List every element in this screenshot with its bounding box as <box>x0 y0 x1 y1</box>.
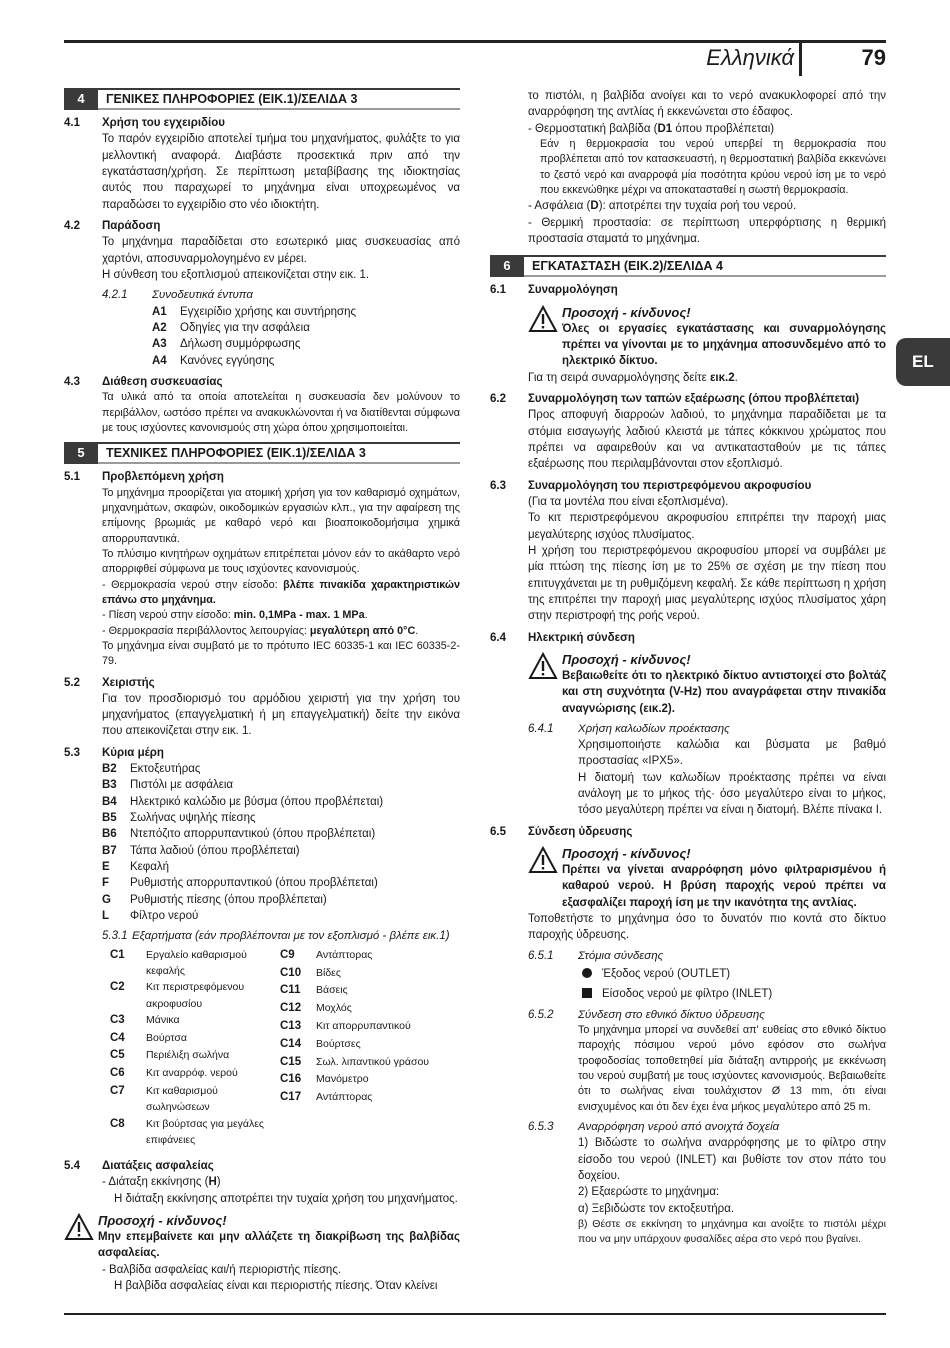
bullet-label-end: ): αποτρέπει την τυχαία ροή του νερού. <box>598 200 797 213</box>
bullet-value: βλέπε πινακίδα χαρακτηριστικών επάνω στο μηχάνημα. <box>102 578 460 606</box>
list-item <box>280 1089 450 1107</box>
subsection-number: 6.1 <box>490 284 506 297</box>
subsection-title: Χρήση καλωδίων προέκτασης <box>578 722 730 735</box>
subsection-number: 6.4 <box>490 631 506 644</box>
list-item <box>280 965 450 983</box>
item-text: Δήλωση συμμόρφωσης <box>180 338 301 351</box>
subsection-title: Παράδοση <box>102 219 161 232</box>
subsection-4-3 <box>64 374 460 390</box>
section-6-header <box>490 255 886 277</box>
subsection-title: Συναρμολόγηση του περιστρεφόμενου ακροφυσίου <box>528 479 812 492</box>
list-item <box>102 777 460 793</box>
section-title: ΕΓΚΑΤΑΣΤΑΣΗ (ΕΙΚ.2)/ΣΕΛΙΔΑ 4 <box>524 255 886 277</box>
step-item: 1) Βιδώστε το σωλήνα αναρρόφησης με το φίλτρο στην είσοδο του νερού (INLET) και βυθίστε τον στον πάτο του δοχείου. <box>578 1137 886 1183</box>
list-item <box>110 1030 280 1048</box>
item-code: C4 <box>110 1031 125 1044</box>
parts-list <box>64 761 460 924</box>
item-code: B3 <box>102 779 117 792</box>
list-item <box>102 810 460 826</box>
list-item <box>102 908 460 924</box>
accessories-table <box>64 947 460 1148</box>
right-column <box>490 88 886 1247</box>
warning-title: Προσοχή - κίνδυνος! <box>98 1213 227 1229</box>
paragraph <box>490 370 886 386</box>
list-item <box>102 875 460 891</box>
paragraph: Η σύνθεση του εξοπλισμού απεικονίζεται στην εικ. 1. <box>102 268 370 281</box>
warning-block <box>490 652 886 717</box>
bullet-value: μεγαλύτερη από 0°C <box>309 624 416 637</box>
item-code: C1 <box>110 948 125 961</box>
subsection-title: Ηλεκτρική σύνδεση <box>528 631 635 644</box>
warning-icon <box>64 1213 94 1241</box>
list-item <box>280 1054 450 1072</box>
item-text: Φίλτρο νερού <box>130 910 199 923</box>
bullet-label: Θερμοκρασία νερού στην είσοδο: <box>111 578 284 591</box>
item-text: Εκτοξευτήρας <box>130 763 201 776</box>
subsection-number: 5.4 <box>64 1160 80 1173</box>
bullet-label: Πίεση νερού στην είσοδο: <box>108 609 234 622</box>
subsection-number: 6.5 <box>490 825 506 838</box>
paragraph: Για τον προσδιορισμό του αρμόδιου χειριστή για την χρήση του μηχανήματος (επαγγελματική ή μη επαγγελματική) δείτε την εικόνα που απεικονίζεται στην εικ. 1. <box>102 692 460 738</box>
item-code: B7 <box>102 844 117 857</box>
outlet-label: Έξοδος νερού (OUTLET) <box>602 968 731 981</box>
warning-icon <box>528 846 558 874</box>
subsection-title: Χειριστής <box>102 676 155 689</box>
section-number: 4 <box>64 88 98 110</box>
subsection-5-3 <box>64 745 460 761</box>
item-text: Μανόμετρο <box>316 1073 369 1086</box>
bullet-value: min. 0,1MPa - max. 1 MPa <box>233 609 365 622</box>
bullet-item: - Θερμική προστασία: σε περίπτωση υπερφόρτισης η θερμική προστασία σταματά το μηχάνημα. <box>528 216 886 245</box>
section-4-header <box>64 88 460 110</box>
list-item <box>102 892 460 908</box>
paragraph: Εάν η θερμοκρασία του νερού υπερβεί τη θερμοκρασία που προβλέπεται από τον κατασκευαστή, η θερμοστατική βαλβίδα εκκενώνει το ζεστό νερό και αναρροφά μία ποσότητα κρύου νερού ίση με το νερό που εκκενώθηκε μέχρι να αποκατασταθεί η σωστή θερμοκρασία. <box>540 137 886 196</box>
warning-text: Πρέπει να γίνεται αναρρόφηση μόνο φιλτραρισμένου ή καθαρού νερού. Η βρύση παροχής νερού πρέπει να εξασφαλίζει παροχή ίση με την ικανότητα της αντλίας. <box>562 864 886 909</box>
bullet-label: Διάταξη εκκίνησης ( <box>108 1176 209 1189</box>
subsection-6-4-1 <box>490 721 886 737</box>
item-text: Τάπα λαδιού (όπου προβλέπεται) <box>130 844 300 857</box>
language-title: Ελληνικά <box>706 45 794 70</box>
item-code: B2 <box>102 763 117 776</box>
subsection-4-2 <box>64 218 460 234</box>
paragraph: Η χρήση του περιστρεφόμενου ακροφυσίου μπορεί να συμβάλει με μία πτώση της πίεσης ίση με το 25% σε σχέση με την πίεση που επιτυγχάνεται με τη ρυθμιζόμενη κεφαλή. Σε κάθε περίπτωση η χρήση της επιτρέπει την παροχή μιας μεγαλύτερης ισχύος πλυσίματος χάρη στην περιστροφή της ροής νερού. <box>528 544 886 623</box>
list-item <box>110 979 280 1012</box>
item-text: Μοχλός <box>316 1002 352 1015</box>
subsection-title: Σύνδεση ύδρευσης <box>528 825 633 838</box>
item-text: Βάσεις <box>316 984 348 997</box>
subsection-title: Αναρρόφηση νερού από ανοιχτά δοχεία <box>578 1121 780 1134</box>
warning-icon <box>528 652 558 680</box>
subsection-number: 5.3 <box>64 746 80 759</box>
bullet-code: H <box>208 1176 217 1189</box>
section-number: 5 <box>64 442 98 464</box>
subsection-number: 6.2 <box>490 392 506 405</box>
item-text: Κιτ καθαρισμού σωληνώσεων <box>146 1085 218 1114</box>
paragraph-text: Για τη σειρά συναρμολόγησης δείτε <box>528 371 710 384</box>
item-text: Οδηγίες για την ασφάλεια <box>180 321 310 334</box>
item-code: B6 <box>102 828 117 841</box>
paragraph: Το πλύσιμο κινητήρων οχημάτων επιτρέπεται μόνον εάν το ακάθαρτο νερό απορριφθεί σύμφωνα με τους ισχύοντες κανονισμούς. <box>102 547 460 576</box>
list-item <box>110 947 280 980</box>
list-item <box>152 353 460 369</box>
left-column <box>64 88 460 1294</box>
paragraph-bold: εικ.2 <box>709 371 735 384</box>
subsection-number: 6.4.1 <box>528 722 554 735</box>
subsection-6-3 <box>490 478 886 494</box>
item-code: B5 <box>102 812 117 825</box>
item-text: Αντάπτορας <box>316 1091 373 1104</box>
paragraph: Χρησιμοποιήστε καλώδια και βύσματα με βαθμό προστασίας «IPX5». <box>578 739 886 768</box>
list-item <box>102 843 460 859</box>
item-code: F <box>102 877 110 890</box>
item-text: Βούρτσα <box>146 1031 187 1044</box>
list-item <box>110 1065 280 1083</box>
subsection-title: Προβλεπόμενη χρήση <box>102 471 224 484</box>
item-code: C12 <box>280 1002 302 1015</box>
item-text: Κεφαλή <box>130 861 170 874</box>
item-text: Ντεπόζιτο απορρυπαντικού (όπου προβλέπεται) <box>130 828 376 841</box>
documents-list <box>64 304 460 369</box>
warning-title: Προσοχή - κίνδυνος! <box>562 651 691 667</box>
list-item <box>102 794 460 810</box>
item-code: G <box>102 893 111 906</box>
circle-symbol-icon <box>582 968 592 978</box>
item-code: C16 <box>280 1073 302 1086</box>
item-text: Σωλήνας υψηλής πίεσης <box>130 812 256 825</box>
subsection-number: 6.5.2 <box>528 1008 554 1021</box>
step-item: β) Θέστε σε εκκίνηση το μηχάνημα και ανοίξτε το πιστόλι μέχρι που να μην υπάρχουν φυσαλίδες αέρα στο νερό που βγαίνει. <box>578 1218 886 1245</box>
item-text: Βίδες <box>316 966 341 979</box>
subsection-number: 4.3 <box>64 375 80 388</box>
list-item <box>110 1116 280 1149</box>
list-item <box>110 1083 280 1116</box>
paragraph: Τα υλικά από τα οποία αποτελείται η συσκευασία δεν μολύνουν το περιβάλλον, ωστόσο πρέπει να ανακυκλώνονται ή να διατίθενται σύμφωνα με τους ισχύοντες κανονισμούς στη χώρα όπου χρησιμοποιείται. <box>102 391 460 434</box>
paragraph: Η διατομή των καλωδίων προέκτασης πρέπει να είναι ανάλογη με το μήκος τής· όσο μεγαλύτερο είναι το μήκος, τόσο μεγαλύτερη πρέπει να είναι η διατομή. Βλέπε πίνακα I. <box>578 771 886 817</box>
subsection-title: Συναρμολόγηση <box>528 284 618 297</box>
subsection-6-5-3 <box>490 1119 886 1135</box>
subsection-6-4 <box>490 630 886 646</box>
list-item <box>152 320 460 336</box>
subsection-number: 4.1 <box>64 117 80 129</box>
item-text: Εργαλείο καθαρισμού κεφαλής <box>146 948 247 978</box>
paragraph: (Για τα μοντέλα που είναι εξοπλισμένα). <box>528 495 729 508</box>
item-text: Κιτ περιστρεφόμενου ακροφυσίου <box>146 981 245 1010</box>
subsection-6-1 <box>490 282 886 298</box>
warning-title: Προσοχή - κίνδυνος! <box>562 304 691 320</box>
item-code: C2 <box>110 981 125 994</box>
subsection-6-5-1 <box>490 948 886 964</box>
subsection-number: 6.3 <box>490 479 506 492</box>
list-item <box>280 982 450 1000</box>
bullet-item: - Πίεση νερού στην είσοδο: min. 0,1MPa - max. 1 MPa. <box>102 609 368 622</box>
item-code: C14 <box>280 1037 302 1050</box>
warning-title: Προσοχή - κίνδυνος! <box>562 846 691 862</box>
paragraph: Η βαλβίδα ασφαλείας είναι και περιοριστής πίεσης. Όταν κλείνει <box>114 1280 438 1293</box>
item-text: Κανόνες εγγύησης <box>180 354 275 367</box>
warning-text: Όλες οι εργασίες εγκατάστασης και συναρμολόγησης πρέπει να γίνονται με το μηχάνημα αποσυνδεμένο από το ηλεκτρικό δίκτυο. <box>562 322 886 368</box>
list-item <box>102 761 460 777</box>
list-item <box>280 947 450 965</box>
subsection-5-1 <box>64 469 460 485</box>
subsection-5-2 <box>64 675 460 691</box>
title-divider <box>799 42 802 76</box>
subsection-number: 5.3.1 <box>102 930 128 943</box>
subsection-4-1 <box>64 115 460 131</box>
language-tab: EL <box>896 338 950 386</box>
item-code: C13 <box>280 1020 302 1032</box>
subsection-title: Κύρια μέρη <box>102 746 164 759</box>
warning-block <box>64 1213 460 1262</box>
warning-block <box>490 305 886 370</box>
subsection-6-5-2 <box>490 1007 886 1023</box>
subsection-title: Συναρμολόγηση των ταπών εξαέρωσης (όπου προβλέπεται) <box>528 392 860 405</box>
step-item: α) Ξεβιδώστε τον εκτοξευτήρα. <box>578 1202 735 1215</box>
subsection-5-3-1 <box>64 928 460 944</box>
item-text: Κιτ βούρτσας για μεγάλες επιφάνειες <box>146 1117 264 1146</box>
square-symbol-icon <box>582 988 592 998</box>
subsection-number: 5.1 <box>64 471 80 484</box>
item-code: C10 <box>280 966 302 979</box>
bullet-item: - Θερμοκρασία περιβάλλοντος λειτουργίας: μεγαλύτερη από 0°C. <box>102 624 419 637</box>
paragraph: Το μηχάνημα είναι συμβατό με το πρότυπο IEC 60335-1 και IEC 60335-2-79. <box>102 639 460 668</box>
bottom-rule <box>64 1313 886 1315</box>
list-item <box>280 1018 450 1036</box>
bullet-code: D1 <box>657 122 673 135</box>
bullet-label: Θερμοστατική βαλβίδα ( <box>535 122 658 135</box>
item-code: C9 <box>280 948 295 961</box>
subsection-4-2-1 <box>64 287 460 303</box>
item-code: C11 <box>280 984 301 997</box>
subsection-number: 6.5.1 <box>528 949 554 962</box>
item-text: Βούρτσες <box>316 1037 361 1050</box>
item-text: Αντάπτορας <box>316 948 373 961</box>
paragraph: Το μηχάνημα παραδίδεται στο εσωτερικό μιας συσκευασίας από χαρτόνι, αποσυναρμολογημένο εν μέρει. <box>102 236 460 265</box>
item-code: A1 <box>152 305 167 318</box>
item-text: Ρυθμιστής πίεσης (όπου προβλέπεται) <box>130 893 327 906</box>
section-title: ΤΕΧΝΙΚΕΣ ΠΛΗΡΟΦΟΡΙΕΣ (ΕΙΚ.1)/ΣΕΛΙΔΑ 3 <box>98 442 460 464</box>
bullet-item: - Διάταξη εκκίνησης (H) <box>102 1176 221 1189</box>
paragraph: το πιστόλι, η βαλβίδα ανοίγει και το νερό ανακυκλοφορεί από την αναρρόφηση της αντλίας ή εκκενώνεται στο έδαφος. <box>528 90 886 119</box>
item-text: Κιτ απορρυπαντικού <box>316 1020 411 1032</box>
bullet-item: - Βαλβίδα ασφαλείας και/ή περιοριστής πίεσης. <box>102 1263 342 1276</box>
section-title: ΓΕΝΙΚΕΣ ΠΛΗΡΟΦΟΡΙΕΣ (ΕΙΚ.1)/ΣΕΛΙΔΑ 3 <box>98 88 460 110</box>
item-text: Περιέλιξη σωλήνα <box>146 1049 230 1062</box>
subsection-number: 6.5.3 <box>528 1121 554 1134</box>
item-code: C15 <box>280 1055 302 1068</box>
subsection-6-2 <box>490 391 886 407</box>
section-number: 6 <box>490 255 524 277</box>
bullet-item: - Θερμοστατική βαλβίδα (D1 όπου προβλέπεται) <box>528 122 775 135</box>
bullet-label-end: όπου προβλέπεται) <box>672 122 775 135</box>
bullet-item: - Ασφάλεια (D): αποτρέπει την τυχαία ροή του νερού. <box>528 200 797 213</box>
subsection-title: Διατάξεις ασφαλείας <box>102 1160 214 1173</box>
subsection-6-5 <box>490 824 886 840</box>
bullet-label: Βαλβίδα ασφαλείας και/ή περιοριστής πίεσης. <box>109 1263 342 1276</box>
bullet-label: Θερμική προστασία: σε περίπτωση υπερφόρτισης η θερμική προστασία σταματά το μηχάνημα. <box>528 216 886 245</box>
inlet-label: Είσοδος νερού με φίλτρο (INLET) <box>602 988 773 1001</box>
item-code: A3 <box>152 338 167 351</box>
subsection-title: Χρήση του εγχειριδίου <box>102 117 225 129</box>
item-code: C6 <box>110 1067 125 1080</box>
item-code: C3 <box>110 1013 125 1026</box>
item-code: E <box>102 861 110 874</box>
item-text: Σωλ. λιπαντικού γράσου <box>316 1055 430 1068</box>
item-code: A2 <box>152 321 167 334</box>
item-text: Πιστόλι με ασφάλεια <box>130 779 234 792</box>
paragraph: Η διάταξη εκκίνησης αποτρέπει την τυχαία χρήση του μηχανήματος. <box>114 1192 458 1205</box>
item-code: L <box>102 910 110 923</box>
item-code: A4 <box>152 354 167 367</box>
item-text: Μάνικα <box>146 1013 180 1026</box>
item-code: C5 <box>110 1049 125 1062</box>
warning-icon <box>528 305 558 333</box>
bullet-item: - Θερμοκρασία νερού στην είσοδο: βλέπε πινακίδα χαρακτηριστικών επάνω στο μηχάνημα. <box>102 578 460 606</box>
subsection-number: 4.2 <box>64 219 80 232</box>
paragraph-end: . <box>734 371 738 384</box>
paragraph: Το παρόν εγχειρίδιο αποτελεί τμήμα του μηχανήματος, φυλάξτε το για μελλοντική αναφορά. Διαβάστε προσεκτικά πριν από την εγκατάσταση/χρήση. Σε περίπτωση μεταβίβασης της ιδιοκτησίας αυτός που παραχωρεί το μηχάνημα είναι υποχρεωμένος να παραδώσει το εγχειρίδιο στο νέο ιδιοκτήτη. <box>102 133 460 211</box>
item-text: Κιτ αναρρόφ. νερού <box>146 1067 238 1080</box>
item-text: Εγχειρίδιο χρήσης και συντήρησης <box>180 305 357 318</box>
section-5-header <box>64 442 460 464</box>
list-item <box>110 1047 280 1065</box>
paragraph: Το μηχάνημα μπορεί να συνδεθεί απ' ευθείας στο εθνικό δίκτυο παροχής πόσιμου νερού μόνο εφόσον στο σωλήνα τροφοδοσίας τοποθετηθεί μία διάταξη αντιρροής με εκκένωση του νερού συμβατή με τους ισχύοντες κανονισμούς. Βεβαιωθείτε ότι το σωλήνας είναι τουλάχιστον Ø 13 mm, ότι είναι ενισχυμένος και ότι δεν έχει ένα μήκος μεγαλύτερο από 25 m. <box>578 1024 886 1113</box>
inlet-item <box>490 986 886 1002</box>
list-item <box>280 1036 450 1054</box>
warning-block <box>490 846 886 911</box>
subsection-title: Στόμια σύνδεσης <box>578 949 664 962</box>
bullet-label: Θερμοκρασία περιβάλλοντος λειτουργίας: <box>108 624 310 637</box>
subsection-title: Συνοδευτικά έντυπα <box>152 289 253 302</box>
list-item <box>152 304 460 320</box>
outlet-item <box>490 966 886 982</box>
accessories-column-left <box>110 947 280 1148</box>
paragraph: Τοποθετήστε το μηχάνημα όσο το δυνατόν πιο κοντά στο δίκτυο παροχής ύδρευσης. <box>528 913 886 942</box>
warning-text: Μην επεμβαίνετε και μην αλλάζετε τη διακρίβωση της βαλβίδας ασφαλείας. <box>98 1231 460 1260</box>
list-item <box>102 826 460 842</box>
list-item <box>110 1012 280 1030</box>
item-code: C7 <box>110 1085 125 1098</box>
bullet-label-end: ) <box>216 1176 221 1189</box>
list-item <box>280 1071 450 1089</box>
list-item <box>152 336 460 352</box>
subsection-number: 4.2.1 <box>102 289 128 302</box>
list-item <box>102 859 460 875</box>
item-code: C17 <box>280 1091 302 1104</box>
subsection-number: 5.2 <box>64 676 80 689</box>
accessories-column-right <box>280 947 450 1148</box>
list-item <box>280 1000 450 1018</box>
page-number: 79 <box>861 45 886 70</box>
item-code: C8 <box>110 1117 125 1130</box>
subsection-title: Διάθεση συσκευασίας <box>102 375 223 388</box>
subsection-5-4 <box>64 1158 460 1174</box>
subsection-title: Σύνδεση στο εθνικό δίκτυο ύδρευσης <box>578 1008 765 1021</box>
bullet-label: Ασφάλεια ( <box>534 200 591 213</box>
bullet-code: D <box>590 200 599 213</box>
paragraph: Το μηχάνημα προορίζεται για ατομική χρήση για τον καθαρισμό οχημάτων, μηχανημάτων, σκαφών, οικοδομικών εργασιών κλπ., για την αφαίρεση της επίμονης βρωμιάς με καθαρό νερό και βιοαποικοδομήσιμα χημικά απορρυπαντικά. <box>102 486 460 545</box>
item-text: Ηλεκτρικό καλώδιο με βύσμα (όπου προβλέπεται) <box>130 795 384 808</box>
step-item: 2) Εξαερώστε το μηχάνημα: <box>578 1186 720 1199</box>
subsection-title: Εξαρτήματα (εάν προβλέπονται με τον εξοπλισμό - βλέπε εικ.1) <box>132 930 450 943</box>
warning-text: Βεβαιωθείτε ότι το ηλεκτρικό δίκτυο αντιστοιχεί στο βολτάζ και στη συχνότητα (V-Hz) που αναγράφεται στην πινακίδα αναγνώρισης (εικ.2). <box>562 669 886 715</box>
paragraph: Το κιτ περιστρεφόμενου ακροφυσίου επιτρέπει την παροχή μιας μεγαλύτερης ισχύος πλυσίματος. <box>528 512 886 541</box>
paragraph: Προς αποφυγή διαρροών λαδιού, το μηχάνημα παραδίδεται με τα στόμια εισαγωγής λαδιού κλειστά με τάπες κόκκινου χρώματος που πρέπει να αφαιρεθούν και να αντικατασταθούν με τις τάπες εξαέρωσης που περιλαμβάνονται στον εξοπλισμό. <box>528 409 886 471</box>
item-code: B4 <box>102 795 117 808</box>
item-text: Ρυθμιστής απορρυπαντικού (όπου προβλέπεται) <box>130 877 378 890</box>
